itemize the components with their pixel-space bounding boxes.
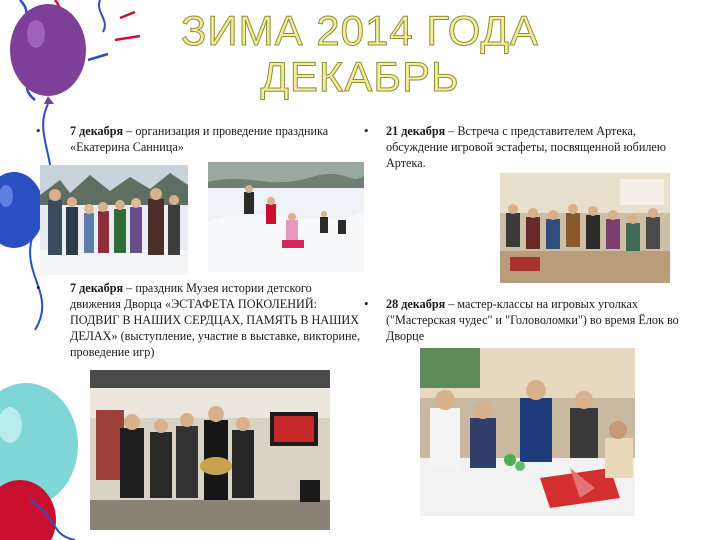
title-line-2: ДЕКАБРЬ xyxy=(260,53,460,100)
bullet: • xyxy=(364,123,369,138)
item-4-text xyxy=(386,296,706,344)
title-line-1: ЗИМА 2014 ГОДА xyxy=(181,7,539,54)
bullet: • xyxy=(36,280,41,295)
item-3-date: 7 декабря xyxy=(70,281,124,295)
item-4-desc: – мастер-классы на игровых уголках ("Мастерская чудес" и "Головоломки") во время Ёлок во Дворце xyxy=(386,297,679,343)
item-2-desc: – Встреча с представителем Артека, обсуждение игровой эстафеты, посвященной юбилею Артека. xyxy=(386,124,666,170)
photo-master-class xyxy=(420,348,635,516)
item-4-date: 28 декабря xyxy=(386,297,446,311)
photo-sledding xyxy=(208,162,364,272)
bullet: • xyxy=(36,123,41,138)
bullet: • xyxy=(364,296,369,311)
item-1-date: 7 декабря xyxy=(70,124,124,138)
slide-title xyxy=(160,8,560,100)
item-2-date: 21 декабря xyxy=(386,124,446,138)
photo-artek-meeting xyxy=(500,173,670,283)
item-1-desc: – организация и проведение праздника «Екатерина Санница» xyxy=(70,124,329,154)
photo-festival-group xyxy=(40,165,188,275)
item-2-text xyxy=(386,123,691,171)
item-3-text xyxy=(70,280,360,360)
photo-performance xyxy=(90,370,330,530)
item-3-desc: – праздник Музея истории детского движения Дворца «ЭСТАФЕТА ПОКОЛЕНИЙ: ПОДВИГ В НАШИХ СЕРДЦАХ, ПАМЯТЬ В НАШИХ ДЕЛАХ» (выступление, участие в выставке, викторине, проведение игр) xyxy=(70,281,360,359)
item-1-text xyxy=(70,123,335,155)
